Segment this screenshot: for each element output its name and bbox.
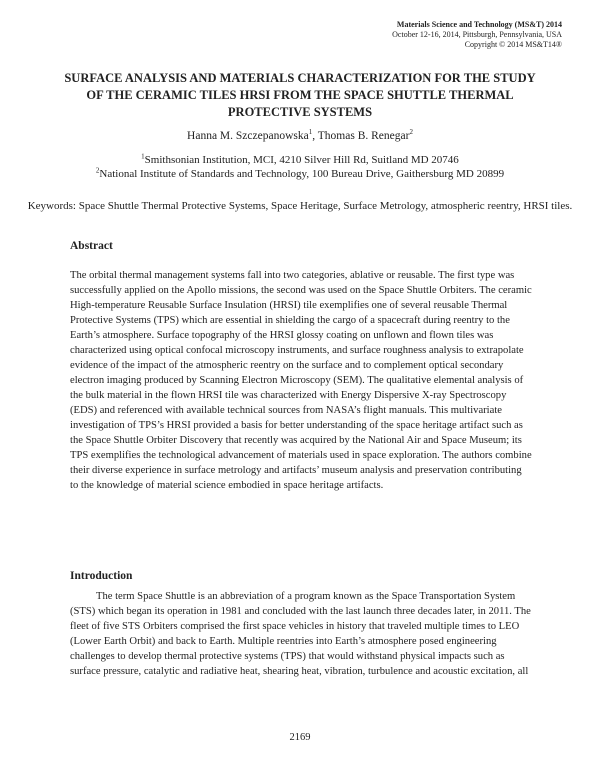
affiliation-text: National Institute of Standards and Technology, 100 Bureau Drive, Gaithersburg MD 20899 bbox=[99, 168, 505, 180]
introduction-heading: Introduction bbox=[70, 570, 133, 582]
affiliation-marker: 2 bbox=[95, 166, 100, 175]
author-affiliation-marker: 2 bbox=[409, 128, 413, 137]
affiliations bbox=[0, 153, 600, 181]
running-header bbox=[392, 20, 562, 50]
author-name: Hanna M. Szczepanowska bbox=[187, 130, 309, 142]
conference-info: October 12-16, 2014, Pittsburgh, Pennsylvania, USA bbox=[392, 30, 562, 39]
abstract-text: The orbital thermal management systems fall into two categories, ablative or reusable. The first type was successfully applied on the Apollo missions, the second was used on the Space Shuttle Orbiters. The ceramic High-temperature Reusable Surface Insulation (HRSI) tile exemplifies one of several reusable Thermal Protective Systems (TPS) which are essential in shielding the cargo of a spacecraft during reentry to the Earth’s atmosphere. Surface topography of the HRSI glossy coating on unflown and flown tiles was characterized using optical confocal microscopy instruments, and surface roughness analysis to extrapolate evidence of the impact of the atmospheric reentry on the surface and to complement optical secondary electron imaging produced by Scanning Electron Microscopy (SEM). The qualitative elemental analysis of the bulk material in the flown HRSI tile was characterized with Energy Dispersive X-ray Spectroscopy (EDS) and referenced with available technical sources from NASA’s flight manuals. This multivariate investigation of TPS’s HRSI provided a basis for better understanding of the space heritage artifact such as the Space Shuttle Orbiter Discovery that recently was acquired by the National Air and Space Museum; its TPS exemplifies the technological advancement of materials used in space exploration. The authors combine their diverse experience in surface metrology and artifacts’ museum analysis and preservation contributing to the knowledge of material science embodied in space heritage artifacts. bbox=[70, 270, 532, 491]
page-number: 2169 bbox=[289, 732, 311, 743]
keywords: Keywords: Space Shuttle Thermal Protective Systems, Space Heritage, Surface Metrology, atmospheric reentry, HRSI tiles. bbox=[27, 200, 573, 212]
paper-title: SURFACE ANALYSIS AND MATERIALS CHARACTERIZATION FOR THE STUDY OF THE CERAMIC TILES HRSI FROM THE SPACE SHUTTLE THERMAL PROTECTIVE SYSTEMS bbox=[64, 71, 536, 119]
journal-name: Materials Science and Technology (MS&T) 2014 bbox=[396, 20, 562, 29]
abstract-heading: Abstract bbox=[70, 240, 113, 252]
affiliation-marker: 1 bbox=[141, 152, 145, 161]
author-affiliation-marker: 1 bbox=[308, 128, 313, 137]
copyright-line: Copyright © 2014 MS&T14® bbox=[464, 40, 562, 49]
affiliation-text: Smithsonian Institution, MCI, 4210 Silver Hill Rd, Suitland MD 20746 bbox=[144, 154, 459, 166]
author-name: Thomas B. Renegar bbox=[317, 130, 410, 142]
affiliation-line bbox=[0, 167, 600, 181]
author-list bbox=[0, 130, 600, 142]
author-separator: , bbox=[312, 130, 318, 142]
affiliation-line bbox=[0, 153, 600, 167]
introduction-text: The term Space Shuttle is an abbreviation of a program known as the Space Transportation System (STS) which began its operation in 1981 and concluded with the last launch three decades later, in 2011. The fleet of five STS Orbiters comprised the first space vehicles in history that traveled multiple times to LEO (Lower Earth Orbit) and back to Earth. Multiple reentries into Earth’s atmosphere posed engineering challenges to develop thermal protective systems (TPS) that would withstand physical impacts such as surface pressure, catalytic and radiative heat, shearing heat, vibration, turbulence and acoustic excitation, all bbox=[70, 591, 531, 677]
